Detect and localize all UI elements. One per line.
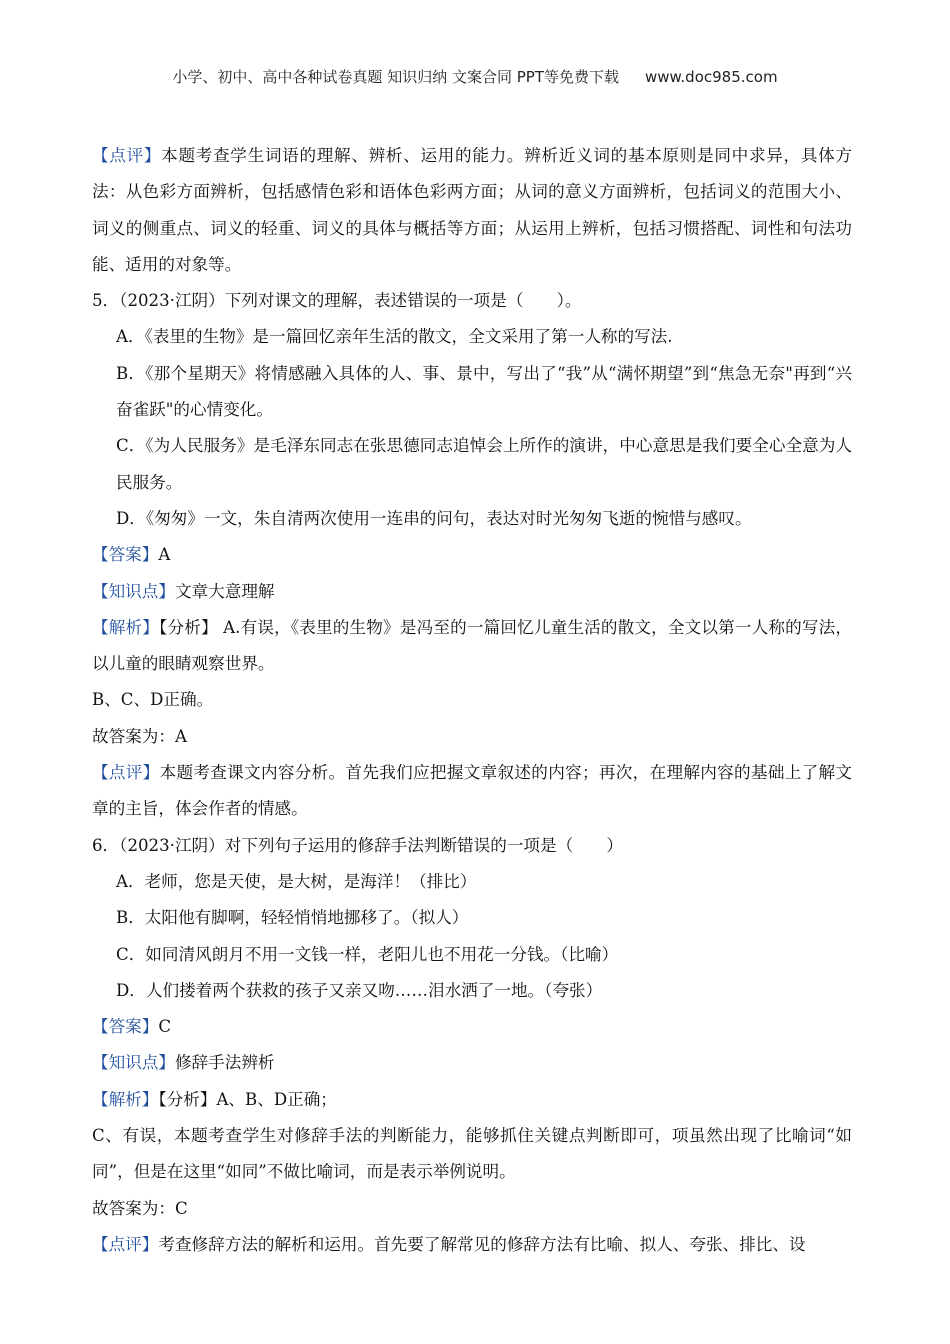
q5-option-b: B．《那个星期天》将情感融入具体的人、事、景中，写出了“我”从“满怀期望”到“焦急无奈"再到“兴奋雀跃"的心情变化。	[116, 363, 852, 420]
comment-text: 考查修辞方法的解析和运用。首先要了解常见的修辞方法有比喻、拟人、夸张、排比、设	[158, 1234, 806, 1254]
page-header	[0, 66, 950, 87]
knowledge-value: 文章大意理解	[174, 581, 275, 601]
comment-text: 本题考查学生词语的理解、辨析、运用的能力。辨析近义词的基本原则是同中求异，具体方法：从色彩方面辨析，包括感情色彩和语体色彩两方面；从词的意义方面辨析，包括词义的范围大小、词义的侧重点、词义的轻重、词义的具体与概括等方面；从运用上辨析，包括习惯搭配、词性和句法功能、适用的对象等。	[92, 146, 852, 274]
analysis-text: 【分析】 A.有误，《表里的生物》是冯至的一篇回忆儿童生活的散文，全文以第一人称的写法，以儿童的眼睛观察世界。	[92, 617, 852, 674]
q5-answer	[92, 537, 852, 573]
analysis-label: 【解析】	[92, 1089, 159, 1109]
analysis-text: 【分析】A、B、D正确；	[158, 1089, 337, 1109]
knowledge-label: 【知识点】	[92, 1053, 175, 1073]
q5-knowledge-point	[92, 574, 852, 610]
analysis-label: 【解析】	[92, 617, 160, 637]
header-tagline: 小学、初中、高中各种试卷真题 知识归纳 文案合同 PPT等免费下载	[172, 68, 619, 86]
q6-option-a: A．老师，您是天使，是大树，是海洋！（排比）	[116, 871, 477, 891]
q6-comment	[92, 1227, 852, 1263]
comment-label: 【点评】	[92, 146, 162, 165]
q5-analysis	[92, 610, 852, 683]
answer-label: 【答案】	[92, 1017, 159, 1037]
q6-option-c: C．如同清风朗月不用一文钱一样，老阳儿也不用花一分钱。（比喻）	[116, 944, 619, 964]
q5-option-d: D．《匆匆》一文，朱自清两次使用一连串的问句，表达对时光匆匆飞逝的惋惜与感叹。	[116, 508, 752, 528]
q6-final-answer: 故答案为：C	[92, 1198, 188, 1218]
answer-label: 【答案】	[92, 545, 159, 565]
q6-option-b: B．太阳他有脚啊，轻轻悄悄地挪移了。（拟人）	[116, 908, 469, 928]
q5-final-answer: 故答案为：A	[92, 726, 187, 746]
header-url: www.doc985.com	[644, 68, 778, 86]
knowledge-label: 【知识点】	[92, 581, 175, 601]
answer-value: C	[158, 1017, 172, 1037]
document-body	[92, 138, 852, 1263]
q6-analysis	[92, 1082, 852, 1118]
comment-label: 【点评】	[92, 1234, 159, 1254]
q6-option-c-note: C、有误，本题考查学生对修辞手法的判断能力，能够抓住关键点判断即可，项虽然出现了比喻词“如同”，但是在这里“如同”不做比喻词，而是表示举例说明。	[92, 1126, 852, 1182]
q6-option-d: D．人们搂着两个获救的孩子又亲又吻……泪水洒了一地。（夸张）	[116, 980, 603, 1000]
answer-value: A	[158, 545, 171, 565]
q5-option-a: A．《表里的生物》是一篇回忆亲年生活的散文，全文采用了第一人称的写法.	[116, 327, 673, 347]
knowledge-value: 修辞手法辨析	[174, 1053, 275, 1073]
q5-option-c: C．《为人民服务》是毛泽东同志在张思德同志追悼会上所作的演讲，中心意思是我们要全心全意为人民服务。	[116, 436, 852, 492]
comment-text: 本题考查课文内容分析。首先我们应把握文章叙述的内容；再次，在理解内容的基础上了解文章的主旨，体会作者的情感。	[92, 763, 853, 819]
q5-bcd-correct: B、C、D正确。	[92, 690, 214, 710]
q5-stem: 5．（2023·江阴）下列对课文的理解，表述错误的一项是（ ）。	[92, 291, 582, 311]
q6-stem: 6．（2023·江阴）对下列句子运用的修辞手法判断错误的一项是（ ）	[92, 835, 623, 855]
q5-comment	[92, 755, 852, 828]
q4-comment	[92, 138, 852, 283]
q6-answer	[92, 1009, 852, 1045]
q6-knowledge-point	[92, 1045, 852, 1081]
comment-label: 【点评】	[92, 763, 160, 783]
